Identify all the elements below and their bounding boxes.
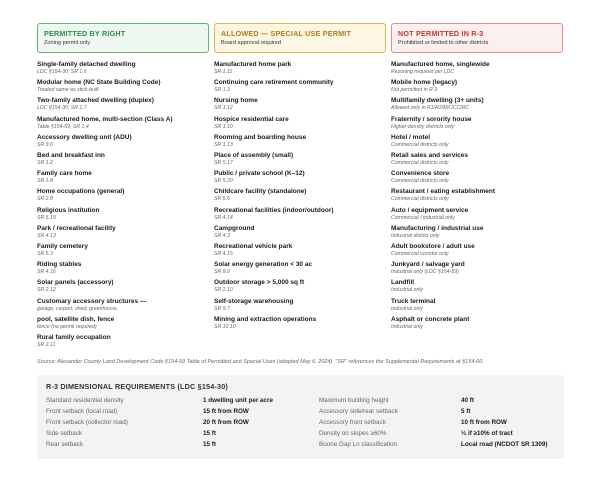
special-use-column <box>214 23 386 330</box>
use-note: SR 5.19 <box>37 214 56 221</box>
use-note: SR 9.9 <box>214 269 230 276</box>
use-name: Recreational vehicle park <box>214 243 293 250</box>
use-item <box>214 316 378 331</box>
use-note: SR 1.12 <box>214 105 233 112</box>
use-item <box>214 279 378 294</box>
use-item <box>391 188 555 203</box>
not-permitted-title: NOT PERMITTED IN R-3 <box>398 29 484 38</box>
use-note: Commercial districts only <box>391 196 449 203</box>
dimension-label: Side setback <box>46 430 83 437</box>
dimension-value: 15 ft <box>203 441 216 448</box>
use-item <box>37 243 201 258</box>
use-note: Commercial districts only <box>391 178 449 185</box>
use-name: Mining and extraction operations <box>214 315 317 323</box>
use-name: Continuing care retirement community <box>214 79 334 87</box>
use-name: Auto / equipment service <box>391 206 469 214</box>
use-name: pool, satellite dish, fence <box>37 315 115 323</box>
use-item <box>37 261 201 276</box>
not-permitted-column <box>391 23 563 330</box>
use-name: Self-storage warehousing <box>214 297 294 305</box>
use-item <box>214 261 378 276</box>
use-note: fence (no permit required) <box>37 323 97 330</box>
dimension-label: Maximum building height <box>319 397 389 404</box>
use-name: Solar energy generation < 30 ac <box>214 261 313 269</box>
use-columns <box>37 23 564 357</box>
use-item <box>37 152 201 167</box>
use-name: Mobile home (legacy) <box>391 79 458 87</box>
dimension-label: Standard residential density <box>46 397 124 404</box>
use-note: SR 2.10 <box>214 287 233 294</box>
use-item <box>214 97 378 112</box>
use-item <box>37 134 201 149</box>
use-item <box>391 97 555 112</box>
dimension-value: 10 ft from ROW <box>461 419 507 426</box>
use-note: SR 4.14 <box>214 214 233 221</box>
use-name: Family care home <box>37 170 92 178</box>
use-name: Riding stables <box>37 261 82 269</box>
use-note: Rezoning required per LDC <box>391 69 455 75</box>
use-name: Manufactured home, singlewide <box>391 61 490 68</box>
use-name: Retail sales and services <box>391 152 468 159</box>
use-item <box>214 298 378 313</box>
use-name: Outdoor storage > 5,000 sq ft <box>214 279 305 287</box>
permitted-column <box>37 23 209 348</box>
not-permitted-subtitle: Prohibited or limited to other districts <box>398 40 489 46</box>
use-note: SR 4.16 <box>37 269 56 276</box>
use-item <box>214 152 378 167</box>
use-item <box>214 170 378 185</box>
use-note: SR 2.12 <box>37 287 56 294</box>
use-name: Manufacturing / industrial use <box>391 224 484 232</box>
use-note: SR 4.13 <box>37 232 56 239</box>
use-name: Asphalt or concrete plant <box>391 315 470 323</box>
use-item <box>214 188 378 203</box>
dimension-value: 20 ft from ROW <box>203 419 249 426</box>
use-name: Rooming and boarding house <box>214 133 307 141</box>
use-note: Industrial only <box>391 287 424 294</box>
use-item <box>37 97 201 112</box>
use-item <box>37 61 201 76</box>
use-name: Multifamily dwelling (3+ units) <box>391 97 484 105</box>
use-note: Commercial districts only <box>391 141 449 148</box>
dimensional-title: R-3 DIMENSIONAL REQUIREMENTS (LDC §154-30) <box>46 382 228 391</box>
use-item <box>391 261 555 276</box>
use-item <box>37 279 201 294</box>
use-name: Accessory dwelling unit (ADU) <box>37 133 132 141</box>
use-note: SR 2.11 <box>37 342 56 348</box>
use-item <box>37 225 201 240</box>
use-name: Park / recreational facility <box>37 224 116 232</box>
use-name: Home occupations (general) <box>37 188 125 196</box>
use-note: Table §154-59; SR 1.4 <box>37 123 89 130</box>
use-note: Commercial / industrial only <box>391 214 455 221</box>
use-item <box>391 316 555 331</box>
dimension-label: Front setback (local road) <box>46 408 118 415</box>
use-name: Manufactured home, multi-section (Class A) <box>37 115 173 123</box>
dimension-value: 40 ft <box>461 397 474 404</box>
use-name: Hospice residential care <box>214 115 289 123</box>
use-note: SR 5.3 <box>37 251 53 257</box>
use-item <box>391 116 555 131</box>
use-name: Family cemetery <box>37 243 88 250</box>
use-note: SR 1.3 <box>214 87 230 94</box>
use-item <box>214 61 378 76</box>
dimension-label: Boone Gap Ln classification <box>319 441 398 448</box>
use-note: SR 2.8 <box>37 196 53 203</box>
use-name: Single-family detached dwelling <box>37 61 136 68</box>
use-note: SR 4.3 <box>214 232 230 239</box>
dimension-value: 1 dwelling unit per acre <box>203 397 273 404</box>
use-item <box>214 134 378 149</box>
use-item <box>214 79 378 94</box>
permitted-header <box>37 23 209 53</box>
use-note: Commercial corridor only <box>391 251 449 257</box>
dimension-value: 15 ft <box>203 430 216 437</box>
use-item <box>214 243 378 258</box>
use-item <box>391 225 555 240</box>
use-name: Religious institution <box>37 206 100 214</box>
dimension-value: Local road (NCDOT SR 1309) <box>461 441 548 448</box>
use-name: Rural family occupation <box>37 334 111 341</box>
use-name: Fraternity / sorority house <box>391 115 472 123</box>
use-note: SR 1.10 <box>214 123 233 130</box>
use-item <box>214 116 378 131</box>
permitted-subtitle: Zoning permit only <box>44 40 91 46</box>
use-item <box>37 207 201 222</box>
use-item <box>391 152 555 167</box>
use-item <box>214 207 378 222</box>
use-name: Campground <box>214 224 255 232</box>
special-use-header <box>214 23 386 53</box>
use-item <box>391 243 555 258</box>
use-note: Allowed only in R1/R2/M/UCC/RC <box>391 105 470 112</box>
use-name: Modular home (NC State Building Code) <box>37 79 161 87</box>
use-name: Bed and breakfast inn <box>37 152 105 159</box>
use-item <box>214 225 378 240</box>
use-note: Not permitted in R-3 <box>391 87 438 94</box>
use-name: Convenience store <box>391 170 450 178</box>
dimension-label: Density on slopes ≥60% <box>319 430 387 437</box>
use-note: LDC §154-30; SR 1.6 <box>37 69 87 75</box>
use-note: Commercial districts only <box>391 160 449 166</box>
dimension-label: Rear setback <box>46 441 84 448</box>
source-note: Source: Alexander County Land Development Code §154-59 Table of Permitted and Special Uses (adopted May 6, 2024). "SR" references the Supplemental Requirements at §154-60. <box>37 359 484 365</box>
dimension-value: 15 ft from ROW <box>203 408 249 415</box>
use-note: SR 5.17 <box>214 160 233 166</box>
use-note: SR 1.11 <box>214 69 233 75</box>
use-name: Customary accessory structures — <box>37 297 147 305</box>
use-item <box>391 298 555 313</box>
use-name: Recreational facilities (indoor/outdoor) <box>214 206 334 214</box>
permitted-title: PERMITTED BY RIGHT <box>44 29 126 38</box>
use-item <box>37 170 201 185</box>
use-name: Public / private school (K–12) <box>214 170 305 178</box>
use-name: Hotel / motel <box>391 133 431 141</box>
use-note: SR 1.8 <box>37 178 53 185</box>
use-note: SR 5.20 <box>214 178 233 185</box>
use-name: Truck terminal <box>391 297 436 305</box>
special-use-subtitle: Board approval required <box>221 40 282 46</box>
use-name: Landfill <box>391 279 415 287</box>
use-name: Childcare facility (standalone) <box>214 188 307 196</box>
use-note: Treated same as stick-built <box>37 87 99 94</box>
use-item <box>391 207 555 222</box>
use-note: garage, carport, shed, greenhouse, <box>37 305 119 312</box>
special-use-title: ALLOWED — SPECIAL USE PERMIT <box>221 29 352 38</box>
use-note: Industrial only <box>391 323 424 330</box>
use-item <box>391 61 555 76</box>
dimension-label: Front setback (collector road) <box>46 419 128 426</box>
use-item <box>37 316 201 331</box>
use-name: Adult bookstore / adult use <box>391 243 475 250</box>
use-name: Manufactured home park <box>214 61 292 68</box>
use-note: SR 5.5 <box>214 196 230 203</box>
use-name: Nursing home <box>214 97 258 105</box>
use-note: Higher-density districts only <box>391 123 455 130</box>
use-item <box>391 170 555 185</box>
use-note: Industrial district only <box>391 232 440 239</box>
use-note: SR 3.6 <box>37 141 53 148</box>
use-item <box>37 334 201 349</box>
use-note: SR 9.7 <box>214 305 230 312</box>
use-item <box>391 134 555 149</box>
use-note: LDC §154-30; SR 1.7 <box>37 105 87 112</box>
use-note: SR 10.10 <box>214 323 236 330</box>
dimension-value: ½ if ≥10% of tract <box>461 430 513 437</box>
use-item <box>391 79 555 94</box>
dimensional-requirements-panel <box>37 375 564 459</box>
use-note: SR 1.13 <box>214 141 233 148</box>
use-name: Solar panels (accessory) <box>37 279 114 287</box>
use-note: Industrial only <box>391 305 424 312</box>
use-item <box>37 298 201 313</box>
dimension-value: 5 ft <box>461 408 471 415</box>
use-name: Junkyard / salvage yard <box>391 261 465 269</box>
use-item <box>37 188 201 203</box>
use-name: Two-family attached dwelling (duplex) <box>37 97 154 105</box>
use-note: SR 1.2 <box>37 160 53 166</box>
use-item <box>37 79 201 94</box>
use-item <box>391 279 555 294</box>
dimension-label: Accessory front setback <box>319 419 386 426</box>
use-note: Industrial only (LDC §154-59) <box>391 269 459 276</box>
not-permitted-header <box>391 23 563 53</box>
use-name: Restaurant / eating establishment <box>391 188 496 196</box>
dimension-label: Accessory side/rear setback <box>319 408 398 415</box>
use-item <box>37 116 201 131</box>
use-name: Place of assembly (small) <box>214 152 294 159</box>
use-note: SR 4.15 <box>214 251 233 257</box>
